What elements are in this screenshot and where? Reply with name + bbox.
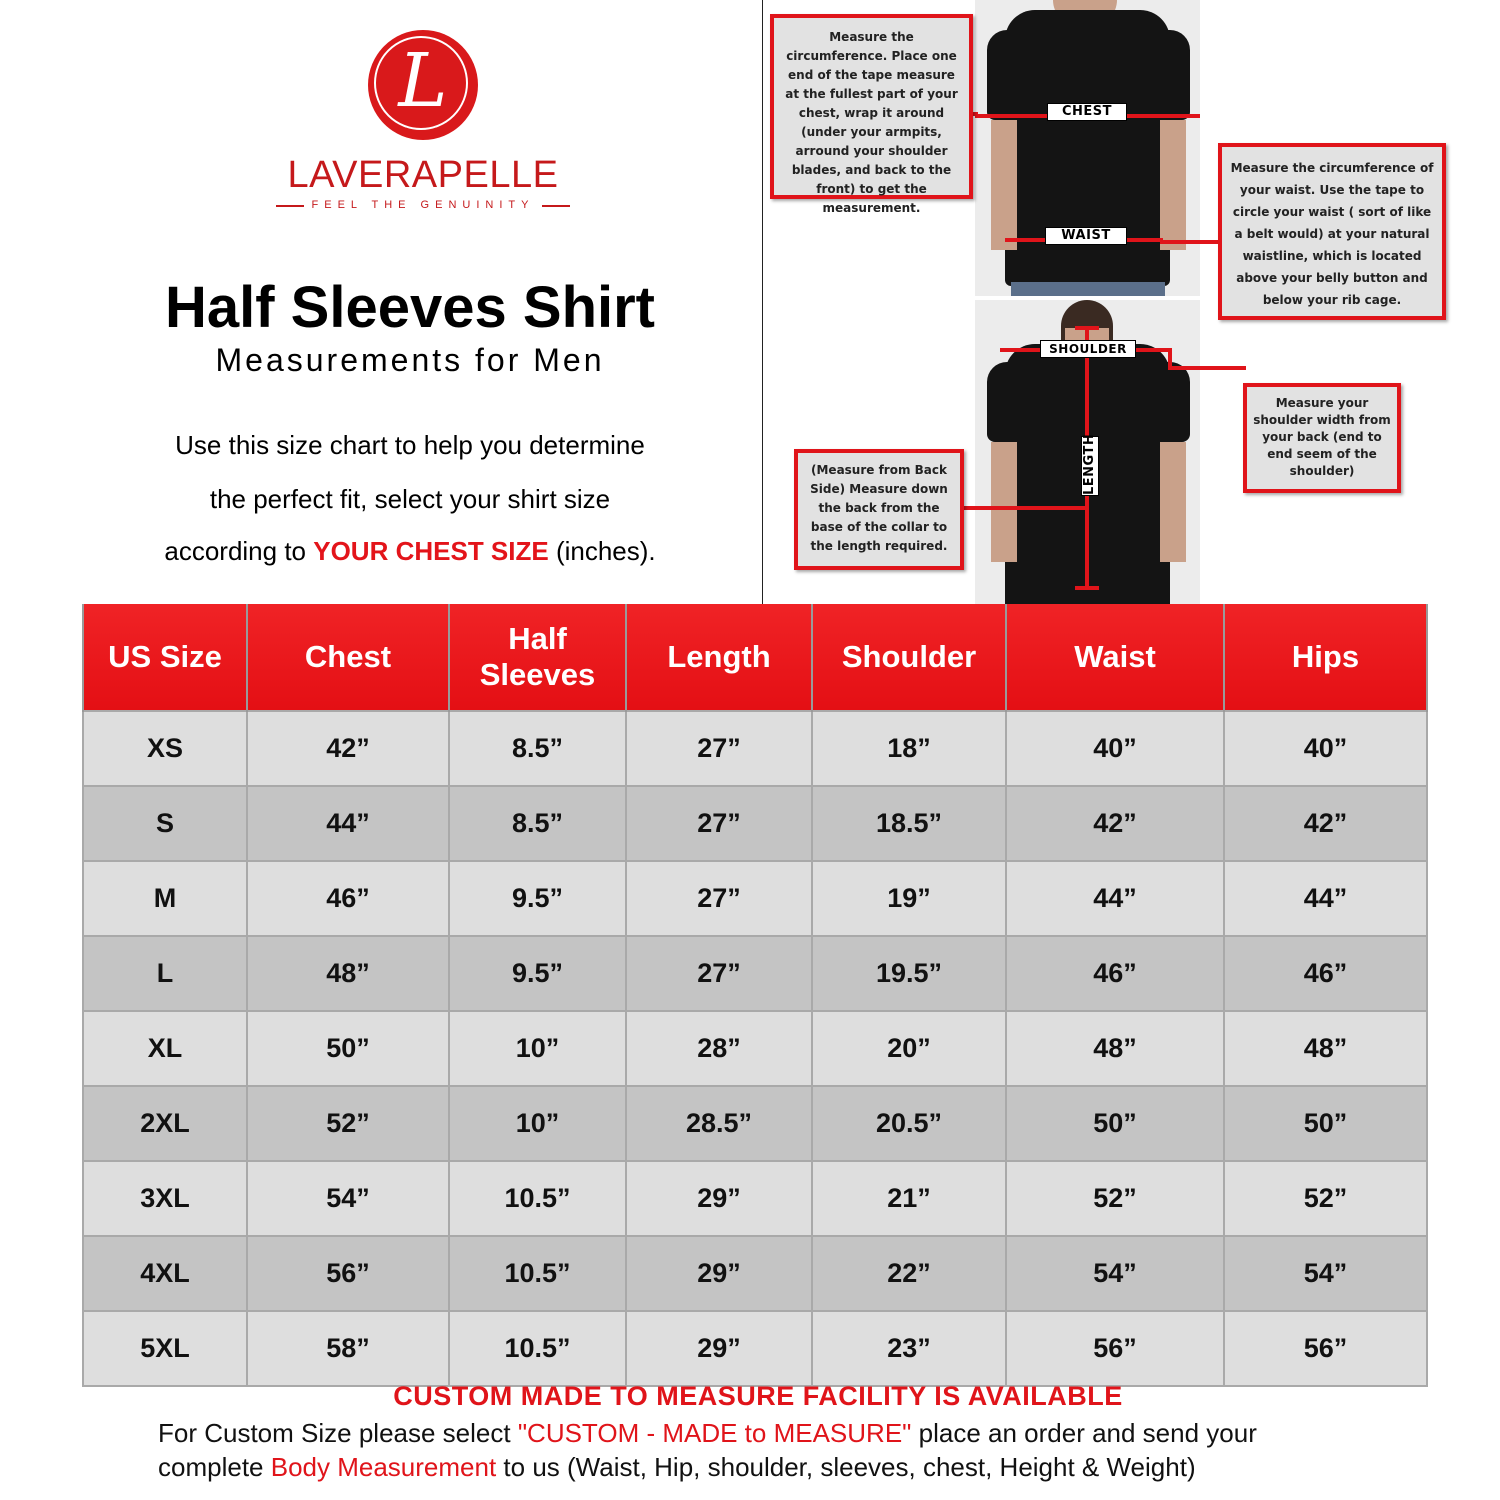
length-instructions: (Measure from Back Side) Measure down the back from the base of the collar to the length required.: [794, 449, 964, 570]
cell-shoulder: 18”: [812, 711, 1006, 786]
cell-shoulder: 19.5”: [812, 936, 1006, 1011]
cell-hips: 50”: [1224, 1086, 1427, 1161]
cell-half-sleeves: 8.5”: [449, 711, 626, 786]
brand-tagline: FEEL THE GENUINITY: [311, 199, 535, 211]
cell-shoulder: 19”: [812, 861, 1006, 936]
cell-shoulder: 20.5”: [812, 1086, 1006, 1161]
cell-length: 27”: [626, 786, 812, 861]
header-chest: Chest: [247, 604, 449, 711]
table-header-row: [83, 604, 1427, 711]
brand-name: LAVERAPELLE: [287, 154, 559, 196]
cell-waist: 40”: [1006, 711, 1224, 786]
header-length: Length: [626, 604, 812, 711]
shoulder-connector-h: [1168, 366, 1246, 370]
waist-tag: WAIST: [1045, 227, 1127, 245]
table-row: [83, 936, 1427, 1011]
header-hips: Hips: [1224, 604, 1427, 711]
cell-shoulder: 23”: [812, 1311, 1006, 1386]
cell-hips: 54”: [1224, 1236, 1427, 1311]
front-view-photo: [975, 0, 1200, 296]
shoulder-connector-v: [1168, 348, 1172, 368]
cell-length: 29”: [626, 1236, 812, 1311]
custom-instructions-line-2: [158, 1452, 1478, 1483]
cell-length: 29”: [626, 1311, 812, 1386]
cell-size: 5XL: [83, 1311, 247, 1386]
back-left-arm: [991, 442, 1017, 562]
cell-waist: 42”: [1006, 786, 1224, 861]
cell-half-sleeves: 9.5”: [449, 936, 626, 1011]
left-sleeve: [987, 30, 1027, 120]
footer-text: place an order and send your: [911, 1418, 1257, 1448]
footer-text: complete: [158, 1452, 271, 1482]
cell-size: 4XL: [83, 1236, 247, 1311]
table-row: [83, 1086, 1427, 1161]
cell-hips: 56”: [1224, 1311, 1427, 1386]
cell-length: 28.5”: [626, 1086, 812, 1161]
chest-instructions: Measure the circumference. Place one end of the tape measure at the fullest part of your chest, wrap it around (under your armpits, arround your shoulder blades, and back to the front) to get the measurement.: [770, 14, 973, 199]
cell-shoulder: 20”: [812, 1011, 1006, 1086]
footer-text: to us (Waist, Hip, shoulder, sleeves, chest, Height & Weight): [496, 1452, 1196, 1482]
cell-shoulder: 21”: [812, 1161, 1006, 1236]
header-us-size: US Size: [83, 604, 247, 711]
cell-hips: 48”: [1224, 1011, 1427, 1086]
cell-length: 27”: [626, 711, 812, 786]
intro-line-2: the perfect fit, select your shirt size: [209, 484, 611, 514]
page-title: Half Sleeves Shirt: [165, 275, 655, 340]
cell-length: 27”: [626, 936, 812, 1011]
table-row: [83, 711, 1427, 786]
length-cap-top: [1075, 326, 1099, 330]
cell-chest: 48”: [247, 936, 449, 1011]
cell-hips: 46”: [1224, 936, 1427, 1011]
intro-line-3-suffix: (inches).: [548, 536, 656, 566]
cell-hips: 40”: [1224, 711, 1427, 786]
cell-half-sleeves: 8.5”: [449, 786, 626, 861]
intro-line-1: Use this size chart to help you determine: [175, 430, 645, 460]
section-divider: [762, 0, 763, 604]
cell-waist: 54”: [1006, 1236, 1224, 1311]
cell-length: 28”: [626, 1011, 812, 1086]
jeans: [1011, 282, 1165, 296]
left-arm: [991, 120, 1017, 250]
cell-half-sleeves: 9.5”: [449, 861, 626, 936]
cell-length: 27”: [626, 861, 812, 936]
cell-waist: 44”: [1006, 861, 1224, 936]
cell-size: XS: [83, 711, 247, 786]
size-chart-table: [82, 604, 1428, 1387]
brand-tagline-block: [272, 197, 574, 217]
cell-waist: 48”: [1006, 1011, 1224, 1086]
cell-size: L: [83, 936, 247, 1011]
length-connector: [962, 506, 1086, 510]
page-subtitle: Measurements for Men: [215, 342, 605, 378]
header-half-sleeves: Half Sleeves: [449, 604, 626, 711]
cell-half-sleeves: 10.5”: [449, 1311, 626, 1386]
table-row: [83, 1311, 1427, 1386]
cell-hips: 42”: [1224, 786, 1427, 861]
cell-chest: 54”: [247, 1161, 449, 1236]
table-row: [83, 1236, 1427, 1311]
table-row: [83, 1161, 1427, 1236]
cell-half-sleeves: 10.5”: [449, 1236, 626, 1311]
cell-waist: 50”: [1006, 1086, 1224, 1161]
intro-line-3-prefix: according to: [164, 536, 314, 566]
right-arm: [1160, 120, 1186, 250]
right-sleeve: [1150, 30, 1190, 120]
length-cap-bottom: [1075, 586, 1099, 590]
cell-half-sleeves: 10”: [449, 1011, 626, 1086]
intro-line-3: [100, 536, 720, 567]
length-tag: LENGTH: [1082, 433, 1097, 495]
cell-half-sleeves: 10”: [449, 1086, 626, 1161]
cell-chest: 44”: [247, 786, 449, 861]
shoulder-tag: SHOULDER: [1040, 340, 1136, 358]
cell-half-sleeves: 10.5”: [449, 1161, 626, 1236]
back-right-arm: [1160, 442, 1186, 562]
cell-length: 29”: [626, 1161, 812, 1236]
header-shoulder: Shoulder: [812, 604, 1006, 711]
chest-size-highlight: YOUR CHEST SIZE: [313, 536, 549, 566]
custom-option-label: "CUSTOM - MADE to MEASURE": [517, 1418, 912, 1448]
cell-chest: 58”: [247, 1311, 449, 1386]
cell-chest: 50”: [247, 1011, 449, 1086]
logo-letter: L: [398, 38, 448, 124]
cell-chest: 42”: [247, 711, 449, 786]
cell-waist: 56”: [1006, 1311, 1224, 1386]
table-row: [83, 786, 1427, 861]
table-row: [83, 1011, 1427, 1086]
cell-waist: 52”: [1006, 1161, 1224, 1236]
cell-size: 3XL: [83, 1161, 247, 1236]
cell-hips: 44”: [1224, 861, 1427, 936]
cell-shoulder: 22”: [812, 1236, 1006, 1311]
cell-size: XL: [83, 1011, 247, 1086]
header-waist: Waist: [1006, 604, 1224, 711]
back-right-sleeve: [1150, 362, 1190, 442]
cell-hips: 52”: [1224, 1161, 1427, 1236]
back-left-sleeve: [987, 362, 1027, 442]
cell-size: 2XL: [83, 1086, 247, 1161]
cell-size: M: [83, 861, 247, 936]
cell-chest: 52”: [247, 1086, 449, 1161]
footer-text: For Custom Size please select: [158, 1418, 518, 1448]
waist-instructions: Measure the circumference of your waist. Use the tape to circle your waist ( sort of like a belt would) at your natural waistline, which is located above your belly button and below your rib cage.: [1218, 143, 1446, 320]
brand-logo: [368, 30, 478, 140]
cell-size: S: [83, 786, 247, 861]
cell-chest: 56”: [247, 1236, 449, 1311]
body-measurement-label: Body Measurement: [270, 1452, 497, 1482]
chest-tag: CHEST: [1047, 103, 1127, 121]
custom-instructions-line-1: [158, 1418, 1478, 1449]
waist-connector: [1160, 240, 1220, 244]
shoulder-instructions: Measure your shoulder width from your back (end to end seem of the shoulder): [1243, 383, 1401, 493]
custom-made-heading: CUSTOM MADE TO MEASURE FACILITY IS AVAILABLE: [393, 1381, 1123, 1411]
cell-waist: 46”: [1006, 936, 1224, 1011]
cell-chest: 46”: [247, 861, 449, 936]
table-row: [83, 861, 1427, 936]
cell-shoulder: 18.5”: [812, 786, 1006, 861]
